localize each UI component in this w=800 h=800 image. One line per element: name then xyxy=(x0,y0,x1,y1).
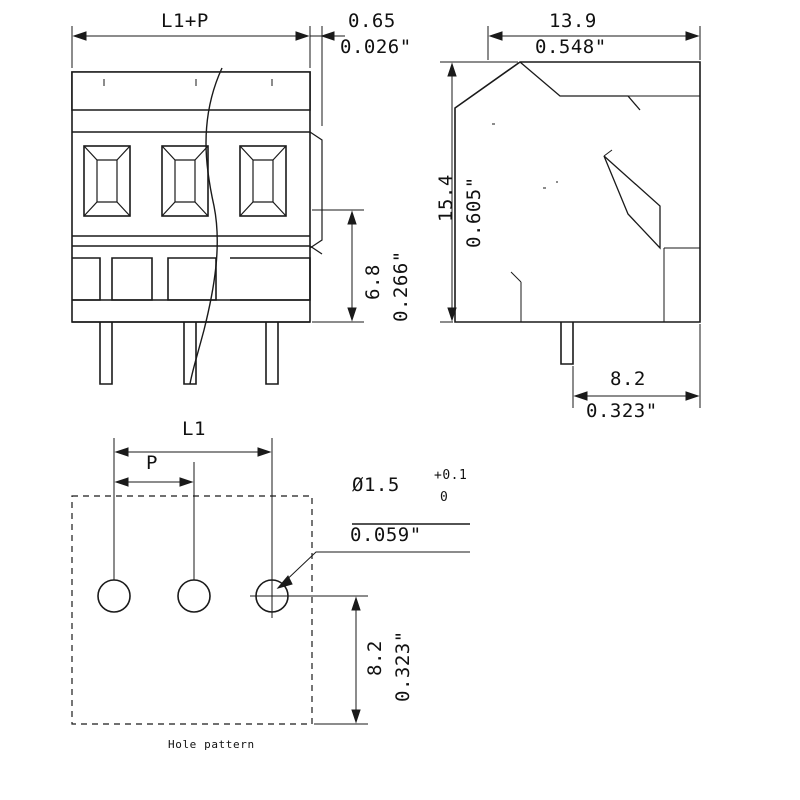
dim-label-side-pin-offset-inch: 0.323" xyxy=(586,400,658,422)
side-view-geometry xyxy=(455,62,700,364)
dim-label-front-lower-height-mm: 6.8 xyxy=(362,264,384,300)
dim-label-side-width-inch: 0.548" xyxy=(535,36,607,58)
dim-label-side-width-mm: 13.9 xyxy=(549,10,597,32)
dim-label-hole-diameter-inch: 0.059" xyxy=(350,524,422,546)
dim-hole-pitch-p xyxy=(116,462,194,580)
dim-hole-vertical xyxy=(290,596,368,724)
dim-label-side-height-inch: 0.605" xyxy=(463,176,485,248)
dim-label-hole-vertical-inch: 0.323" xyxy=(392,630,414,702)
dim-side-pin-offset xyxy=(573,324,700,408)
dim-label-hole-vertical-mm: 8.2 xyxy=(364,640,386,676)
dim-label-side-height-mm: 15.4 xyxy=(435,174,457,222)
dim-label-hole-diameter: Ø1.5 xyxy=(352,474,400,496)
dim-label-hole-diameter-tol-lower: 0 xyxy=(440,490,449,505)
dim-front-lower-height xyxy=(312,210,364,322)
dim-label-hole-pitch-p: P xyxy=(146,452,158,474)
dim-label-hole-diameter-tol-upper: +0.1 xyxy=(434,468,468,483)
dim-label-front-edge-inch: 0.026" xyxy=(340,36,412,58)
front-view-geometry xyxy=(72,68,322,384)
dim-hole-diameter-leader xyxy=(278,552,470,588)
hole-pattern-caption: Hole pattern xyxy=(168,738,255,751)
dim-label-front-lower-height-inch: 0.266" xyxy=(390,250,412,322)
dim-hole-span-l1 xyxy=(114,438,272,580)
dim-label-hole-span-l1: L1 xyxy=(182,418,206,440)
hole-pattern-geometry xyxy=(72,496,312,724)
dim-label-side-pin-offset-mm: 8.2 xyxy=(610,368,646,390)
dim-label-front-width: L1+P xyxy=(161,10,209,32)
dim-front-width xyxy=(72,26,310,68)
dim-label-front-edge-mm: 0.65 xyxy=(348,10,396,32)
